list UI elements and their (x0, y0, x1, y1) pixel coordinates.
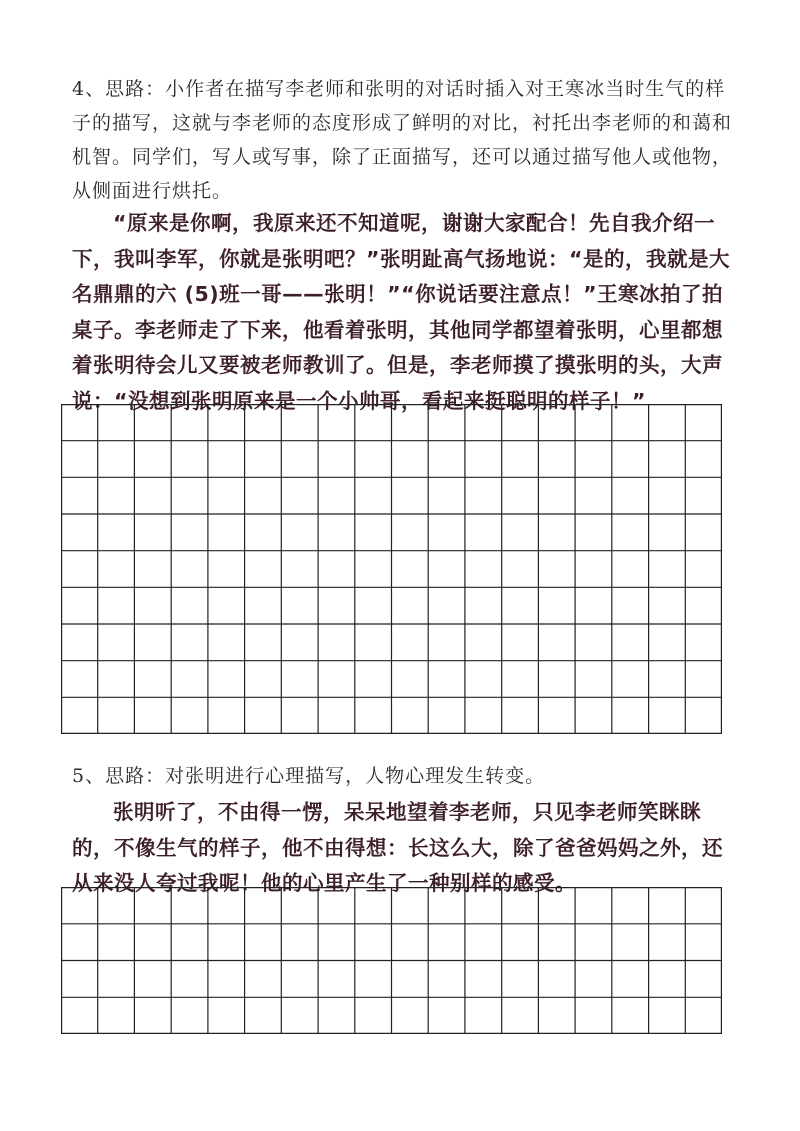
section-4-tip: 4、思路：小作者在描写李老师和张明的对话时插入对王寒冰当时生气的样子的描写，这就与李老师的态度形成了鲜明的对比，衬托出李老师的和蔼和机智。同学们，写人或写事，除了正面描写，还可以通过描写他人或他物，从侧面进行烘托。 (72, 78, 733, 202)
writing-grid-section-5[interactable] (61, 887, 722, 1034)
section-5-passage: 张明听了，不由得一愣，呆呆地望着李老师，只见李老师笑眯眯的，不像生气的样子，他不由得想：长这么大，除了爸爸妈妈之外，还从来没人夸过我呢！他的心里产生了一种别样的感受。 (72, 800, 723, 895)
section-4-passage: “原来是你啊，我原来还不知道呢，谢谢大家配合！先自我介绍一下，我叫李军，你就是张明吧？”张明趾高气扬地说：“是的，我就是大名鼎鼎的六 (5)班一哥——张明！”“你说话要注意点！”王寒冰拍了拍桌子。李老师走了下来，他看着张明，其他同学都望着张明，心里都想着张明待会儿又要被老师教训了。但是，李老师摸了摸张明的头，大声说：“没想到张明原来是一个小帅哥，看起来挺聪明的样子！” (72, 211, 730, 413)
section-5-tip: 5、思路：对张明进行心理描写，人物心理发生转变。 (72, 765, 546, 787)
writing-grid-section-4[interactable] (61, 404, 722, 734)
